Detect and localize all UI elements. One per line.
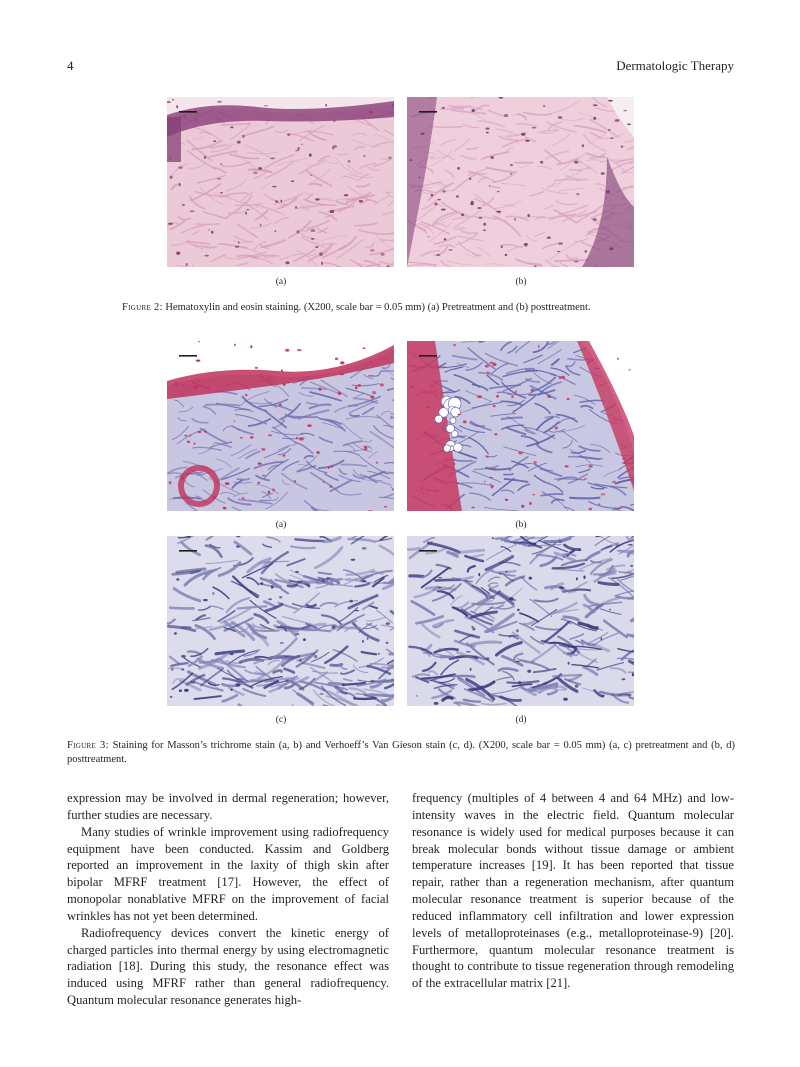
figure2-panel-b-label: (b) — [515, 277, 527, 287]
figure2-panel-a-label: (a) — [275, 277, 287, 287]
journal-title: Dermatologic Therapy — [616, 58, 734, 73]
figure3-panel-b-label: (b) — [515, 520, 527, 530]
figure3-panel-d-label: (d) — [515, 715, 527, 725]
body-paragraph: frequency (multiples of 4 between 4 and 64 MHz) and low-intensity waves in the electric field. Quantum molecular resonance is widely used for medical purposes because it can break molecular bonds without tissue damage or ambient temperature increases [19]. It has been reported that tissue repair, rather than a regeneration mechanism, after quantum molecular resonance treatment is superior because of the reduced inflammatory cell infiltration and lower expression levels of metalloproteinases (e.g., metalloproteinase-9) [20]. Furthermore, quantum molecular resonance treatment is thought to contribute to tissue regeneration through remodeling of the extracellular matrix [21]. — [412, 791, 734, 991]
body-paragraph: expression may be involved in dermal regeneration; however, further studies are necessary. — [67, 791, 389, 822]
figure3-panel-b-image — [407, 341, 634, 511]
figure2-caption-text: Hematoxylin and eosin staining. (X200, scale bar = 0.05 mm) (a) Pretreatment and (b) posttreatment. — [165, 302, 591, 313]
figure2-caption-label: Figure 2: — [122, 302, 163, 313]
figure2-panel-b-image — [407, 97, 634, 267]
figure2-panel-a-image — [167, 97, 394, 267]
body-paragraph: Many studies of wrinkle improvement using radiofrequency equipment have been conducted. Kassim and Goldberg reported an improvement in the laxity of thigh skin after bipolar MFRF treatment [17]. However, the effect of monopolar nonablative MFRF on the improvement of facial wrinkles has not yet been determined. — [67, 824, 389, 923]
figure3-panel-c-image — [167, 536, 394, 706]
figure3-panel-c-label: (c) — [275, 715, 287, 725]
figure3-panel-a-label: (a) — [275, 520, 287, 530]
body-right-column — [412, 790, 734, 992]
figure3-caption-text: Staining for Masson’s trichrome stain (a, b) and Verhoeff’s Van Gieson stain (c, d). (X200, scale bar = 0.05 mm) (a, c) pretreatment and (b, d) posttreatment. — [67, 740, 736, 765]
figure3-panel-d-image — [407, 536, 634, 706]
body-paragraph: Radiofrequency devices convert the kinetic energy of charged particles into thermal energy by using electromagnetic radiation [18]. During this study, the resonance effect was induced using MFRF rather than general radiofrequency. Quantum molecular resonance generates high- — [67, 925, 389, 1008]
figure3-caption-label: Figure 3: — [67, 740, 109, 751]
figure3-caption — [67, 739, 735, 767]
page-number: 4 — [67, 58, 74, 73]
figure2-caption — [122, 301, 722, 315]
figure3-panel-a-image — [167, 341, 394, 511]
body-left-column — [67, 790, 389, 1009]
